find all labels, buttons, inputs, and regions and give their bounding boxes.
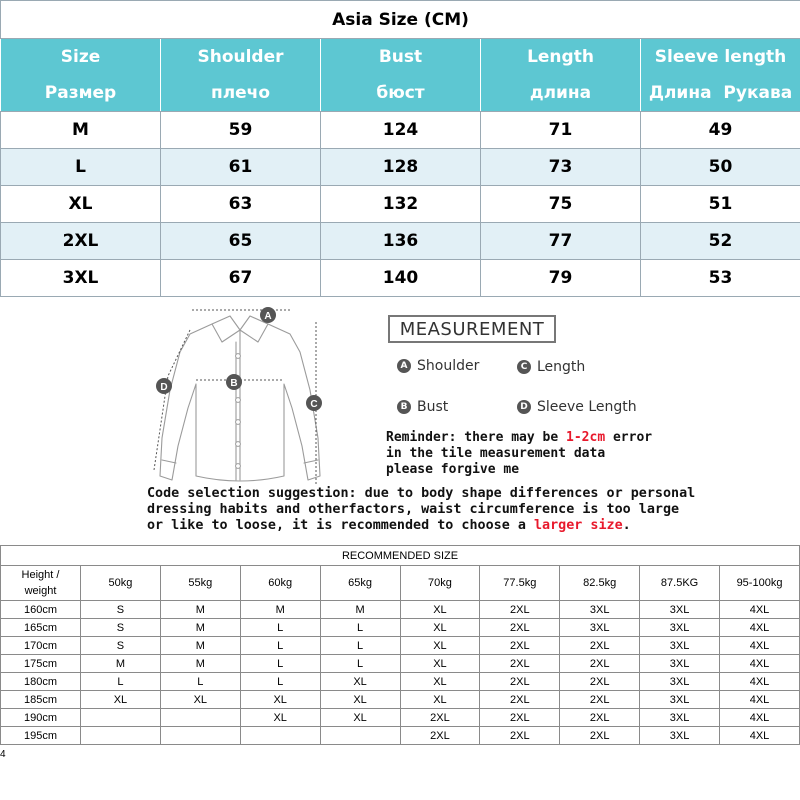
size-cell <box>160 727 240 745</box>
size-cell: 2XL <box>560 637 640 655</box>
size-table-header-ru <box>1 75 800 112</box>
table-row <box>1 727 800 745</box>
reminder-highlight: 1-2cm <box>566 430 606 445</box>
suggestion-line-3 <box>147 518 787 534</box>
cell-size: 2XL <box>1 223 161 260</box>
cell-size: XL <box>1 186 161 223</box>
weight-header: 95-100kg <box>720 566 800 601</box>
letter-d-icon: D <box>517 400 531 414</box>
weight-header: 60kg <box>240 566 320 601</box>
marker-d-icon <box>156 378 172 394</box>
cell-sleeve: 53 <box>641 260 800 297</box>
size-cell: XL <box>320 709 400 727</box>
table-row <box>1 619 800 637</box>
size-cell: 4XL <box>720 727 800 745</box>
size-cell: M <box>160 619 240 637</box>
weight-header: 65kg <box>320 566 400 601</box>
reminder-line-2: in the tile measurement data <box>386 446 606 461</box>
suggestion-text: . <box>622 518 631 533</box>
height-weight-corner <box>1 566 81 601</box>
cell-length: 77 <box>481 223 641 260</box>
reminder-line-1 <box>386 430 686 446</box>
size-cell: M <box>320 601 400 619</box>
cell-bust: 124 <box>321 112 481 149</box>
size-cell: 3XL <box>560 601 640 619</box>
size-cell: XL <box>320 691 400 709</box>
size-cell: 3XL <box>640 655 720 673</box>
size-cell: 2XL <box>560 691 640 709</box>
size-cell: 2XL <box>560 655 640 673</box>
weight-header: 55kg <box>160 566 240 601</box>
weight-header: 50kg <box>81 566 161 601</box>
size-cell: 3XL <box>640 673 720 691</box>
legend-sleeve-length <box>517 399 637 415</box>
size-cell: 2XL <box>560 727 640 745</box>
size-cell: L <box>320 655 400 673</box>
size-cell: 2XL <box>480 637 560 655</box>
size-cell: XL <box>400 655 480 673</box>
header-length: Length <box>481 39 641 76</box>
cell-shoulder: 59 <box>161 112 321 149</box>
cell-shoulder: 67 <box>161 260 321 297</box>
shirt-measurement-diagram <box>140 300 340 488</box>
table-row <box>1 691 800 709</box>
weight-header: 82.5kg <box>560 566 640 601</box>
cell-sleeve: 51 <box>641 186 800 223</box>
weight-header: 77.5kg <box>480 566 560 601</box>
corner-label: Height / <box>21 569 60 581</box>
size-suggestion <box>147 486 787 534</box>
cell-bust: 140 <box>321 260 481 297</box>
size-cell: S <box>81 619 161 637</box>
measurement-title: MEASUREMENT <box>388 315 556 343</box>
svg-text:D: D <box>160 382 168 393</box>
size-cell: 4XL <box>720 709 800 727</box>
size-cell <box>81 709 161 727</box>
size-cell: 4XL <box>720 691 800 709</box>
size-cell: 2XL <box>480 601 560 619</box>
height-cell: 195cm <box>1 727 81 745</box>
size-cell <box>160 709 240 727</box>
size-cell: 2XL <box>480 709 560 727</box>
size-cell: L <box>240 619 320 637</box>
size-cell: XL <box>81 691 161 709</box>
size-cell: 3XL <box>560 619 640 637</box>
size-cell: 4XL <box>720 637 800 655</box>
size-cell: L <box>320 619 400 637</box>
size-cell: XL <box>320 673 400 691</box>
svg-text:C: C <box>310 399 318 410</box>
suggestion-highlight: larger size <box>533 518 623 533</box>
cell-length: 79 <box>481 260 641 297</box>
marker-c-icon <box>306 395 322 411</box>
size-cell: 3XL <box>640 709 720 727</box>
size-cell <box>81 727 161 745</box>
size-cell <box>320 727 400 745</box>
footnote: 4 <box>0 749 6 760</box>
weight-header: 87.5KG <box>640 566 720 601</box>
size-cell: 4XL <box>720 619 800 637</box>
legend-label: Shoulder <box>417 358 480 374</box>
header-bust: Bust <box>321 39 481 76</box>
size-cell: 4XL <box>720 601 800 619</box>
letter-c-icon: C <box>517 360 531 374</box>
size-cell: XL <box>400 637 480 655</box>
height-cell: 160cm <box>1 601 81 619</box>
height-cell: 190cm <box>1 709 81 727</box>
size-cell: M <box>160 655 240 673</box>
cell-size: 3XL <box>1 260 161 297</box>
table-row <box>1 655 800 673</box>
size-table <box>0 0 800 297</box>
height-cell: 185cm <box>1 691 81 709</box>
height-cell: 175cm <box>1 655 81 673</box>
table-row <box>1 260 800 297</box>
size-cell: 4XL <box>720 673 800 691</box>
table-row <box>1 709 800 727</box>
size-cell: XL <box>400 619 480 637</box>
header-length-ru: длина <box>481 75 641 112</box>
size-cell: 2XL <box>480 655 560 673</box>
table-row <box>1 186 800 223</box>
header-size: Size <box>1 39 161 76</box>
cell-sleeve: 52 <box>641 223 800 260</box>
size-cell: XL <box>160 691 240 709</box>
size-cell: M <box>160 601 240 619</box>
header-sleeve-length-ru: Длина Рукава <box>641 75 800 112</box>
size-cell: XL <box>240 691 320 709</box>
svg-text:A: A <box>264 311 272 322</box>
cell-bust: 136 <box>321 223 481 260</box>
cell-size: M <box>1 112 161 149</box>
corner-label: weight <box>24 585 57 597</box>
size-cell: S <box>81 601 161 619</box>
table-row <box>1 637 800 655</box>
size-cell: L <box>81 673 161 691</box>
header-shoulder: Shoulder <box>161 39 321 76</box>
suggestion-text: or like to loose, it is recommended to choose a <box>147 518 534 533</box>
reminder-line-3: please forgive me <box>386 462 520 477</box>
header-shoulder-ru: плечо <box>161 75 321 112</box>
header-bust-ru: бюст <box>321 75 481 112</box>
size-cell: 3XL <box>640 619 720 637</box>
size-cell: L <box>240 655 320 673</box>
table-row <box>1 673 800 691</box>
size-cell: M <box>81 655 161 673</box>
size-cell: L <box>240 637 320 655</box>
header-sleeve-length: Sleeve length <box>641 39 800 76</box>
table-row <box>1 112 800 149</box>
marker-a-icon <box>260 307 276 323</box>
table-row <box>1 223 800 260</box>
size-cell: M <box>160 637 240 655</box>
cell-length: 73 <box>481 149 641 186</box>
recommended-size-table <box>0 545 800 745</box>
legend-label: Bust <box>417 399 449 415</box>
legend-label: Length <box>537 359 586 375</box>
cell-shoulder: 61 <box>161 149 321 186</box>
size-table-header-en <box>1 39 800 76</box>
cell-length: 75 <box>481 186 641 223</box>
cell-shoulder: 65 <box>161 223 321 260</box>
height-cell: 180cm <box>1 673 81 691</box>
size-cell: 3XL <box>640 601 720 619</box>
size-cell: 2XL <box>480 727 560 745</box>
legend-shoulder <box>397 358 479 374</box>
reminder-text: error <box>605 430 653 445</box>
cell-bust: 128 <box>321 149 481 186</box>
size-cell: L <box>320 637 400 655</box>
cell-bust: 132 <box>321 186 481 223</box>
cell-shoulder: 63 <box>161 186 321 223</box>
reminder-text: Reminder: there may be <box>386 430 567 445</box>
letter-b-icon: B <box>397 400 411 414</box>
reminder-note <box>386 430 686 478</box>
size-cell <box>240 727 320 745</box>
legend-bust <box>397 399 448 415</box>
legend-length <box>517 359 585 375</box>
suggestion-line-2: dressing habits and otherfactors, waist circumference is too large <box>147 502 680 517</box>
size-table-title: Asia Size (CM) <box>1 1 800 39</box>
height-cell: 165cm <box>1 619 81 637</box>
recommended-title: RECOMMENDED SIZE <box>1 546 800 566</box>
size-cell: 3XL <box>640 691 720 709</box>
size-cell: 2XL <box>400 727 480 745</box>
size-cell: 3XL <box>640 637 720 655</box>
size-cell: 2XL <box>560 673 640 691</box>
table-row <box>1 149 800 186</box>
table-row <box>1 601 800 619</box>
size-cell: 4XL <box>720 655 800 673</box>
header-size-ru: Размер <box>1 75 161 112</box>
cell-sleeve: 50 <box>641 149 800 186</box>
svg-text:B: B <box>230 378 238 389</box>
size-cell: XL <box>400 691 480 709</box>
size-cell: L <box>240 673 320 691</box>
weight-header: 70kg <box>400 566 480 601</box>
cell-size: L <box>1 149 161 186</box>
recommended-header-row <box>1 566 800 601</box>
cell-sleeve: 49 <box>641 112 800 149</box>
size-cell: XL <box>400 673 480 691</box>
size-cell: L <box>160 673 240 691</box>
cell-length: 71 <box>481 112 641 149</box>
size-cell: M <box>240 601 320 619</box>
marker-b-icon <box>226 374 242 390</box>
size-cell: S <box>81 637 161 655</box>
suggestion-line-1: Code selection suggestion: due to body shape differences or personal <box>147 486 696 501</box>
size-cell: 2XL <box>400 709 480 727</box>
size-cell: XL <box>400 601 480 619</box>
size-cell: 3XL <box>640 727 720 745</box>
size-cell: 2XL <box>560 709 640 727</box>
size-cell: XL <box>240 709 320 727</box>
size-cell: 2XL <box>480 691 560 709</box>
size-cell: 2XL <box>480 619 560 637</box>
legend-label: Sleeve Length <box>537 399 637 415</box>
size-cell: 2XL <box>480 673 560 691</box>
height-cell: 170cm <box>1 637 81 655</box>
letter-a-icon: A <box>397 359 411 373</box>
